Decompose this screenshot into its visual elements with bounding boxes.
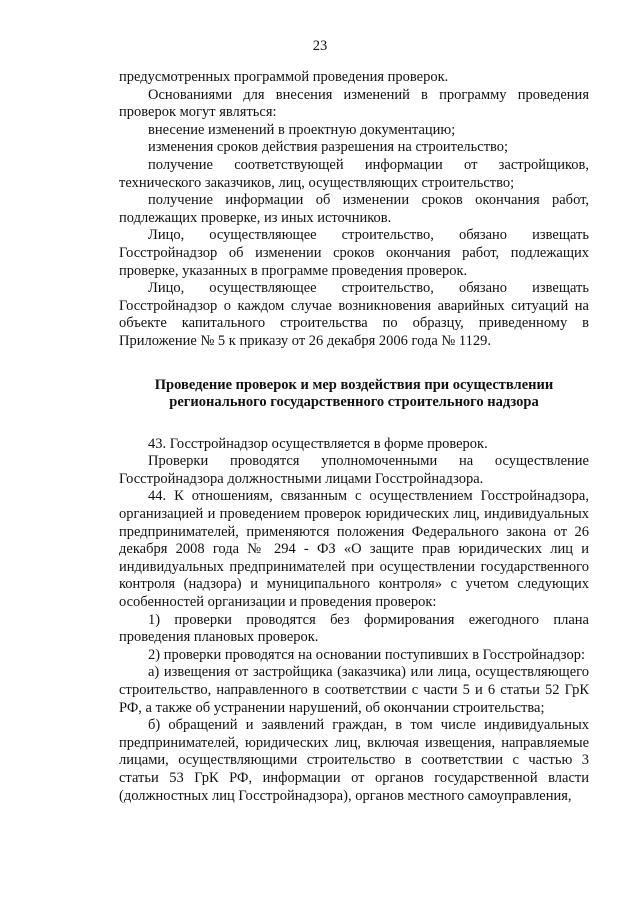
paragraph-item-1: 1) проверки проводятся без формирования ежегодного плана проведения плановых проверок. (119, 611, 589, 646)
paragraph-item-permit-terms: изменения сроков действия разрешения на строительство; (148, 139, 509, 156)
paragraph-notify-terms: Лицо, осуществляющее строительство, обязано извещать Госстройнадзор об изменении сроков окончания работ, подлежащих проверке, указанных в программе проведения проверок. (119, 227, 589, 279)
section-heading-line-2: регионального государственного строительного надзора (169, 394, 539, 411)
paragraph-item-developer-info: получение соответствующей информации от застройщиков, технического заказчиков, лиц, осуществляющих строительство; (119, 156, 589, 191)
paragraph-43: 43. Госстройнадзор осуществляется в форме проверок. (148, 435, 488, 452)
paragraph-notify-accidents: Лицо, осуществляющее строительство, обязано извещать Госстройнадзор о каждом случае возникновения аварийных ситуаций на объекте капитального строительства по образцу, приведенному в Приложение № 5 к приказу от 26 декабря 2006 года № 1129. (119, 280, 589, 349)
paragraph-item-other-sources: получение информации об изменении сроков окончания работ, подлежащих проверке, из иных источников. (119, 192, 589, 226)
page-number: 23 (312, 38, 328, 54)
paragraph-item-2: 2) проверки проводятся на основании поступивших в Госстройнадзор: (148, 646, 585, 663)
paragraph-inspections-officials: Проверки проводятся уполномоченными на осуществление Госстройнадзора должностными лицами Госстройнадзора. (119, 453, 589, 487)
paragraph-item-project-docs: внесение изменений в проектную документацию; (148, 121, 456, 138)
paragraph-item-2b: б) обращений и заявлений граждан, в том числе индивидуальных предпринимателей, юридических лиц, включая извещения, направляемые лицами, осуществляющими строительство в соответствии с частью 3 статьи 53 ГрК РФ, информации от органов государственной власти (должностных лиц Госстройнадзора), органов местного самоуправления, (119, 717, 589, 804)
spacer (119, 412, 589, 436)
section-heading-line-1: Проведение проверок и мер воздействия при осуществлении (154, 376, 554, 393)
spacer (119, 351, 589, 377)
document-body (119, 69, 589, 805)
paragraph-grounds: Основаниями для внесения изменений в программу проведения проверок могут являться: (119, 86, 589, 121)
paragraph-44: 44. К отношениям, связанным с осуществлением Госстройнадзора, организацией и проведением проверок юридических лиц, индивидуальных предпринимателей, применяются положения Федерального закона от 26 декабря 2008 года № 294 - ФЗ «О защите прав юридических лиц и индивидуальных предпринимателей при осуществлении государственного контроля (надзора) и муниципального контроля» с учетом следующих особенностей организации и проведения проверок: (119, 488, 589, 611)
paragraph-continuation: предусмотренных программой проведения проверок. (119, 69, 449, 85)
paragraph-item-2a: а) извещения от застройщика (заказчика) или лица, осуществляющего строительство, направленного в соответствии с части 5 и 6 статьи 52 ГрК РФ, а также об устранении нарушений, об окончании строительства; (119, 664, 589, 716)
